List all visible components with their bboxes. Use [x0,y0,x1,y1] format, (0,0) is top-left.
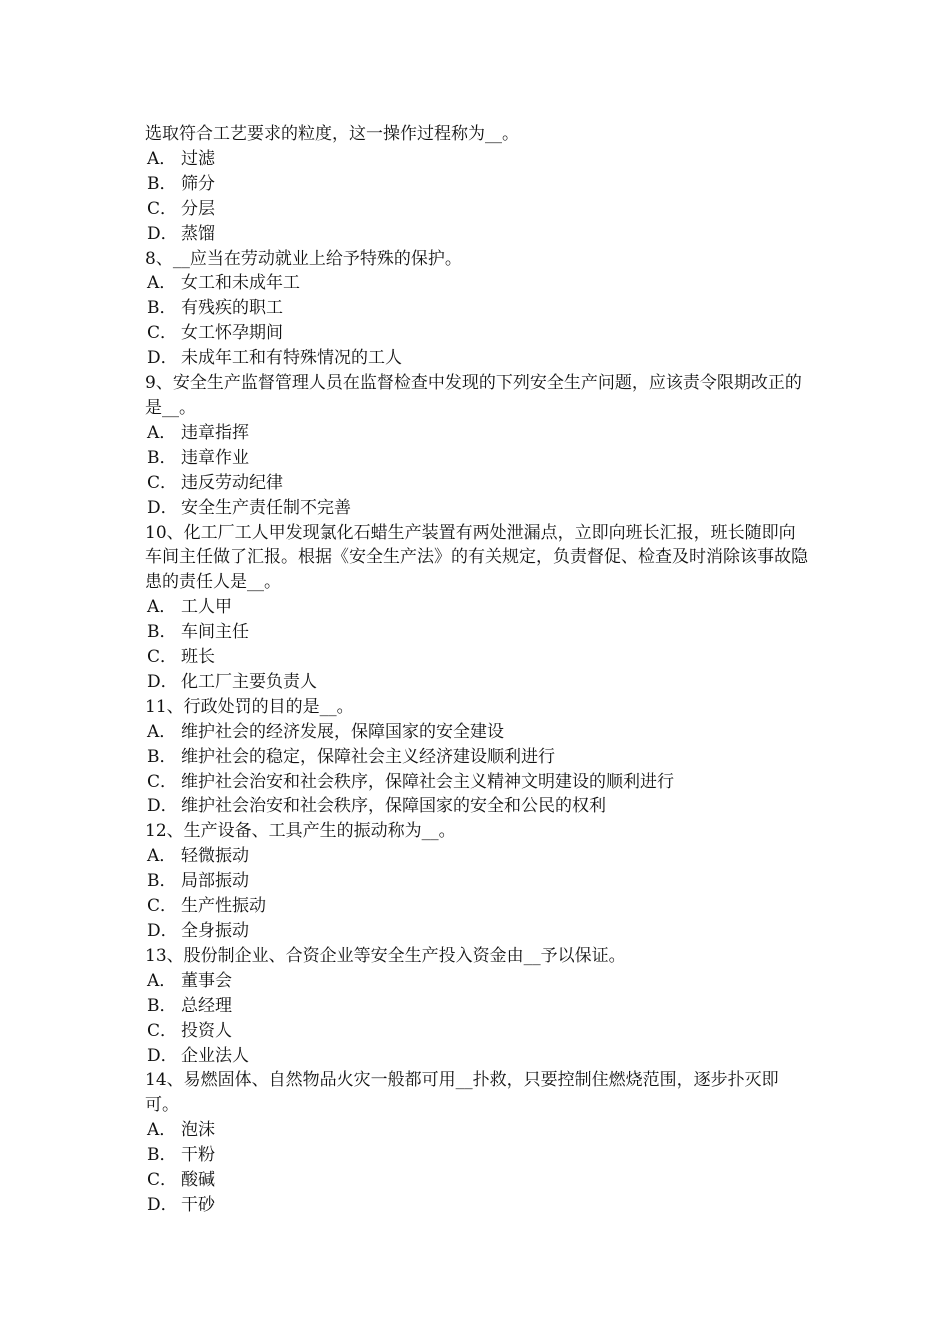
option-letter: D． [147,1194,178,1215]
option-letter: D． [147,921,178,941]
option-text: 干粉 [181,1145,215,1166]
option-c [145,471,810,496]
question-block [145,695,810,820]
option-text: 违反劳动纪律 [181,472,283,493]
option-c [145,1168,810,1193]
option-a [145,147,810,172]
question-block [145,247,810,372]
option-d [145,1193,810,1218]
option-b [145,620,810,645]
option-letter: C． [147,896,178,917]
option-text: 酸碱 [181,1170,215,1191]
option-letter: C． [147,647,178,668]
option-b [145,172,810,197]
option-letter: C． [147,323,178,344]
option-d [145,346,810,371]
option-text: 局部振动 [181,871,249,892]
option-letter: C． [147,771,178,792]
option-letter: B． [147,1145,177,1166]
option-b [145,745,810,770]
option-text: 董事会 [181,970,232,991]
option-text: 分层 [181,198,215,219]
option-a [145,421,810,446]
option-a [145,595,810,620]
question-block [145,944,810,1069]
option-text: 工人甲 [181,597,232,618]
option-a [145,720,810,745]
question-list [145,247,810,1218]
option-b [145,869,810,894]
option-text: 投资人 [181,1020,232,1041]
option-c [145,321,810,346]
option-text: 全身振动 [181,921,249,941]
option-text: 筛分 [181,173,215,194]
option-letter: B． [147,871,177,892]
option-letter: D． [147,223,178,244]
option-d [145,919,810,944]
option-b [145,296,810,321]
option-c [145,197,810,222]
question-text: 10、化工厂工人甲发现氯化石蜡生产装置有两处泄漏点，立即向班长汇报，班长随即向车间主任做了汇报。根据《安全生产法》的有关规定，负责督促、检查及时消除该事故隐患的责任人是__。 [145,522,808,593]
option-d [145,1044,810,1069]
option-letter: A． [147,1120,177,1141]
option-letter: A． [147,970,177,991]
question-text: 12、生产设备、工具产生的振动称为__。 [145,821,456,842]
option-text: 总经理 [181,995,232,1016]
option-letter: C． [147,1170,178,1191]
intro-text: 选取符合工艺要求的粒度，这一操作过程称为__。 [145,124,519,144]
question-text: 8、__应当在劳动就业上给予特殊的保护。 [145,248,462,269]
question-text: 14、易燃固体、自然物品火灾一般都可用__扑救，只要控制住燃烧范围，逐步扑灭即可。 [145,1070,779,1116]
question-text: 13、股份制企业、合资企业等安全生产投入资金由__予以保证。 [145,945,626,966]
option-text: 蒸馏 [181,223,215,244]
intro-options [145,147,810,247]
question-block [145,521,810,695]
option-d [145,496,810,521]
option-text: 违章作业 [181,447,249,468]
option-letter: D． [147,1045,178,1066]
option-letter: D． [147,796,178,817]
option-letter: A． [147,846,177,867]
option-text: 未成年工和有特殊情况的工人 [181,348,402,369]
question-block [145,371,810,520]
option-letter: D． [147,671,178,692]
option-text: 企业法人 [181,1045,249,1066]
option-text: 过滤 [181,148,215,169]
option-letter: B． [147,622,177,643]
option-text: 维护社会治安和社会秩序，保障国家的安全和公民的权利 [181,796,606,817]
option-text: 有残疾的职工 [181,298,283,319]
question-text: 9、安全生产监督管理人员在监督检查中发现的下列安全生产问题，应该责令限期改正的是__。 [145,373,802,418]
option-b [145,1143,810,1168]
option-text: 泡沫 [181,1120,215,1141]
option-letter: B． [147,447,177,468]
option-letter: A． [147,597,177,618]
option-d [145,670,810,695]
option-text: 轻微振动 [181,846,249,867]
option-text: 女工和未成年工 [181,273,300,294]
option-text: 维护社会治安和社会秩序，保障社会主义精神文明建设的顺利进行 [181,771,674,792]
option-text: 化工厂主要负责人 [181,671,317,692]
option-letter: A． [147,148,177,169]
option-text: 车间主任 [181,622,249,643]
option-text: 维护社会的稳定，保障社会主义经济建设顺利进行 [181,746,555,767]
option-letter: D． [147,348,178,369]
option-letter: A． [147,721,177,742]
option-a [145,271,810,296]
option-letter: C． [147,198,178,219]
option-text: 生产性振动 [181,896,266,917]
option-text: 女工怀孕期间 [181,323,283,344]
option-text: 维护社会的经济发展，保障国家的安全建设 [181,721,504,742]
option-c [145,1019,810,1044]
option-letter: C． [147,1020,178,1041]
option-letter: B． [147,995,177,1016]
option-letter: A． [147,273,177,294]
option-a [145,844,810,869]
option-text: 班长 [181,647,215,668]
option-b [145,446,810,471]
option-text: 违章指挥 [181,422,249,443]
option-b [145,994,810,1019]
question-block [145,819,810,944]
question-text: 11、行政处罚的目的是__。 [145,696,354,717]
option-text: 安全生产责任制不完善 [181,497,351,518]
option-a [145,969,810,994]
question-block [145,1068,810,1217]
document-page [145,122,810,1218]
option-c [145,645,810,670]
option-letter: C． [147,472,178,493]
option-letter: B． [147,173,177,194]
option-a [145,1118,810,1143]
option-letter: A． [147,422,177,443]
option-c [145,894,810,919]
option-letter: D． [147,497,178,518]
option-letter: B． [147,746,177,767]
option-d [145,222,810,247]
option-d [145,794,810,819]
option-text: 干砂 [181,1194,215,1215]
option-c [145,770,810,795]
option-letter: B． [147,298,177,319]
